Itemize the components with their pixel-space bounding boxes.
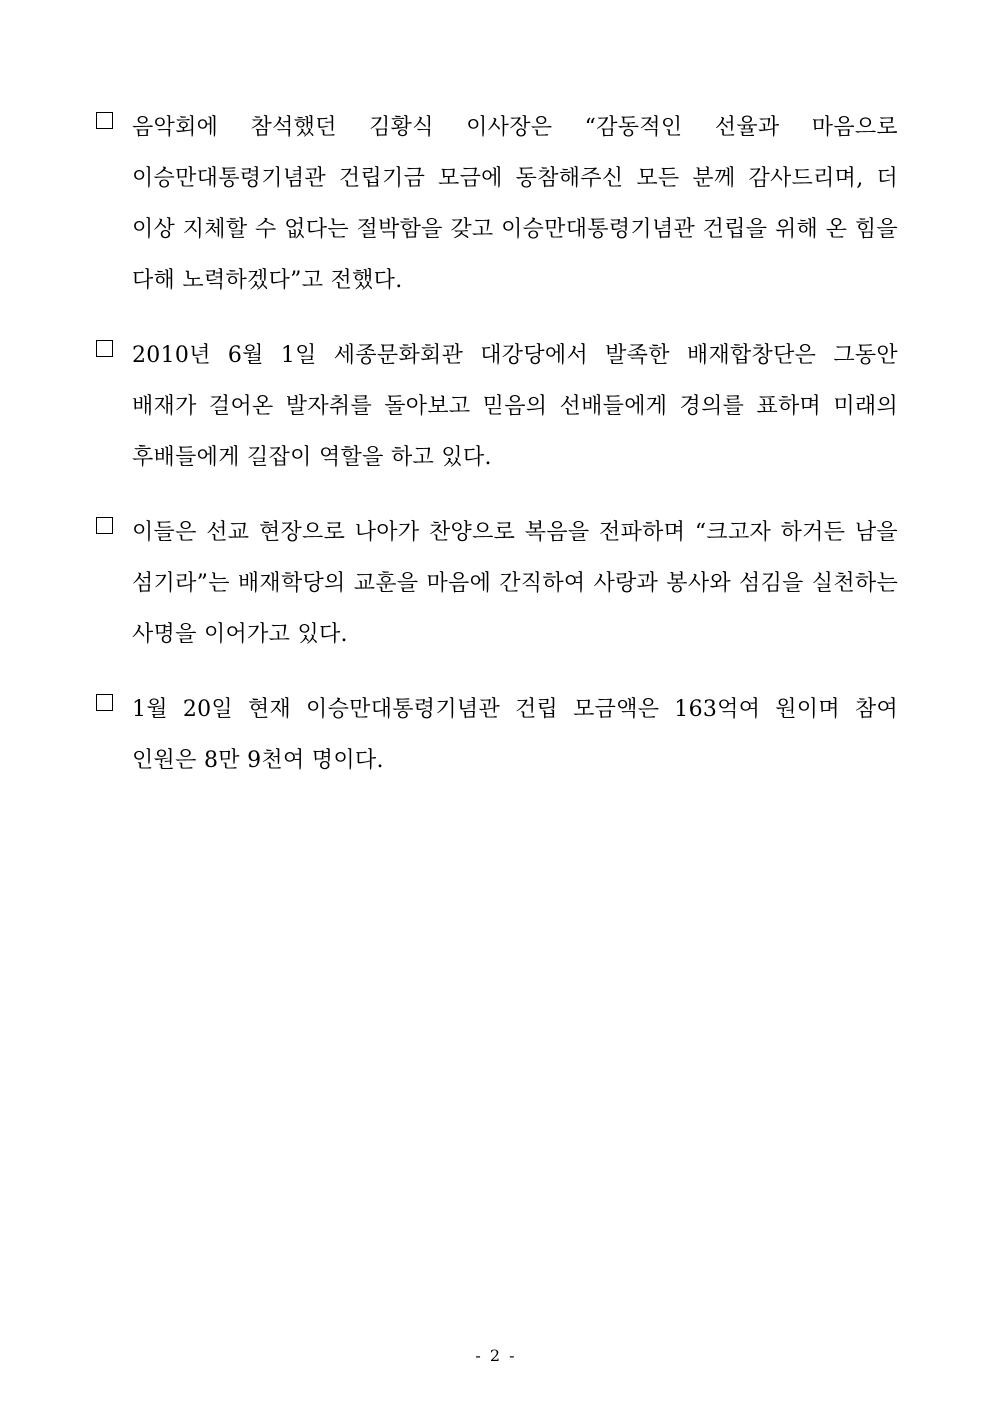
checkbox-bullet-icon	[96, 340, 113, 357]
checkbox-bullet-icon	[96, 517, 113, 534]
checkbox-bullet-icon	[96, 694, 113, 711]
paragraph-text: 1월 20일 현재 이승만대통령기념관 건립 모금액은 163억여 원이며 참여 인원은 8만 9천여 명이다.	[132, 697, 898, 773]
paragraph-3	[94, 507, 898, 660]
checkbox-bullet-icon	[96, 112, 113, 129]
paragraph-4	[94, 684, 898, 786]
document-body	[94, 102, 898, 810]
paragraph-text: 음악회에 참석했던 김황식 이사장은 “감동적인 선율과 마음으로 이승만대통령기념관 건립기금 모금에 동참해주신 모든 분께 감사드리며, 더 이상 지체할 수 없다는 절박함을 갖고 이승만대통령기념관 건립을 위해 온 힘을 다해 노력하겠다”고 전했다.	[132, 115, 898, 293]
paragraph-text: 이들은 선교 현장으로 나아가 찬양으로 복음을 전파하며 “크고자 하거든 남을 섬기라”는 배재학당의 교훈을 마음에 간직하여 사랑과 봉사와 섬김을 실천하는 사명을 이어가고 있다.	[132, 520, 898, 647]
paragraph-2	[94, 330, 898, 483]
page-number: - 2 -	[475, 1346, 517, 1365]
paragraph-text: 2010년 6월 1일 세종문화회관 대강당에서 발족한 배재합창단은 그동안 배재가 걸어온 발자취를 돌아보고 믿음의 선배들에게 경의를 표하며 미래의 후배들에게 길잡이 역할을 하고 있다.	[132, 343, 898, 470]
paragraph-1	[94, 102, 898, 306]
